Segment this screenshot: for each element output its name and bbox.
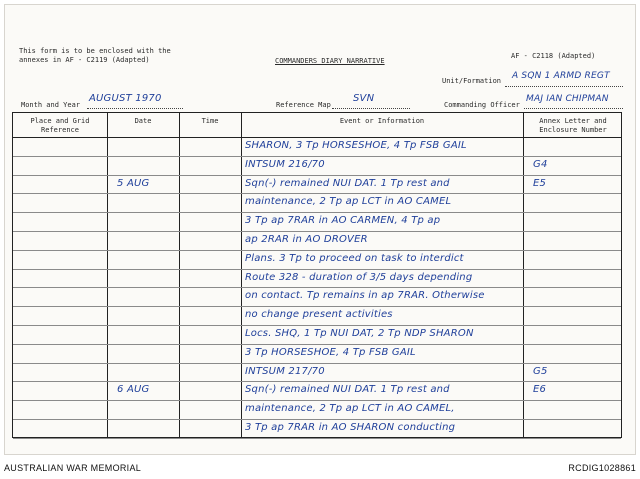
row-event: Sqn(-) remained NUI DAT. 1 Tp rest and xyxy=(245,384,450,396)
reference-map-label: Reference Map xyxy=(276,101,331,109)
column-divider xyxy=(179,113,180,437)
row-divider xyxy=(13,344,621,345)
row-divider xyxy=(13,400,621,401)
row-divider xyxy=(13,363,621,364)
row-event: 3 Tp HORSESHOE, 4 Tp FSB GAIL xyxy=(245,346,416,358)
commanding-officer-label: Commanding Officer xyxy=(444,101,520,109)
month-dotted-line xyxy=(87,108,183,109)
row-event: no change present activities xyxy=(245,309,393,321)
row-divider xyxy=(13,269,621,270)
row-event: Route 328 - duration of 3/5 days depending xyxy=(245,271,473,283)
row-event: 3 Tp ap 7RAR in AO CARMEN, 4 Tp ap xyxy=(245,215,441,227)
commanding-officer-value: MAJ IAN CHIPMAN xyxy=(526,94,609,104)
row-event: INTSUM 216/70 xyxy=(245,158,325,170)
row-event: on contact. Tp remains in ap 7RAR. Otherwise xyxy=(245,290,485,302)
row-event: maintenance, 2 Tp ap LCT in AO CAMEL, xyxy=(245,403,455,415)
row-event: Sqn(-) remained NUI DAT. 1 Tp rest and xyxy=(245,177,450,189)
row-date: 5 AUG xyxy=(117,177,150,189)
form-code: AF - C2118 (Adapted) xyxy=(511,52,596,60)
commanding-officer-dotted-line xyxy=(524,108,623,109)
row-divider xyxy=(13,212,621,213)
row-event: Locs. SHQ, 1 Tp NUI DAT, 2 Tp NDP SHARON xyxy=(245,328,474,339)
row-annex: G4 xyxy=(533,158,548,170)
row-divider xyxy=(13,193,621,194)
form-instructions xyxy=(19,47,171,65)
reference-map-value: SVN xyxy=(353,93,375,104)
row-event: ap 2RAR in AO DROVER xyxy=(245,234,368,245)
row-divider xyxy=(13,250,621,251)
column-divider xyxy=(523,113,524,437)
row-divider xyxy=(13,287,621,288)
row-divider xyxy=(13,419,621,420)
form-title: COMMANDERS DIARY NARRATIVE xyxy=(275,57,385,65)
unit-value: A SQN 1 ARMD REGT xyxy=(512,71,610,81)
row-annex: E6 xyxy=(533,384,547,396)
column-header-annex-line-2: Enclosure Number xyxy=(539,126,607,134)
unit-label: Unit/Formation xyxy=(442,77,502,85)
row-divider xyxy=(13,438,621,439)
month-label: Month and Year xyxy=(21,101,81,109)
unit-dotted-line xyxy=(505,86,623,87)
row-event: 3 Tp ap 7RAR in AO SHARON conducting xyxy=(245,422,456,433)
intro-line-1: This form is to be enclosed with the xyxy=(19,47,171,55)
archive-id: RCDIG1028861 xyxy=(568,463,636,473)
archive-source: AUSTRALIAN WAR MEMORIAL xyxy=(4,463,142,473)
column-header-annex xyxy=(523,117,623,135)
row-annex: G5 xyxy=(533,365,548,377)
row-event: Plans. 3 Tp to proceed on task to interdict xyxy=(245,252,464,264)
column-divider xyxy=(107,113,108,437)
row-divider xyxy=(13,381,621,382)
row-annex: E5 xyxy=(533,177,547,189)
row-date: 6 AUG xyxy=(117,384,150,396)
row-divider xyxy=(13,175,621,176)
row-event: SHARON, 3 Tp HORSESHOE, 4 Tp FSB GAIL xyxy=(245,140,467,151)
column-header-place xyxy=(13,117,107,135)
intro-line-2: annexes in AF - C2119 (Adapted) xyxy=(19,56,150,64)
column-header-date: Date xyxy=(134,117,152,125)
column-divider xyxy=(241,113,242,437)
column-header-annex-line-1: Annex Letter and xyxy=(539,117,607,125)
column-header-place-line-1: Place and Grid xyxy=(30,117,90,125)
row-divider xyxy=(13,156,621,157)
row-event: maintenance, 2 Tp ap LCT in AO CAMEL xyxy=(245,196,452,208)
column-header-event: Event or Information xyxy=(339,117,425,125)
row-divider xyxy=(13,306,621,307)
row-event: INTSUM 217/70 xyxy=(245,365,325,377)
reference-map-dotted-line xyxy=(332,108,410,109)
column-header-time: Time xyxy=(201,117,219,125)
row-divider xyxy=(13,325,621,326)
header-divider xyxy=(13,137,621,138)
row-divider xyxy=(13,231,621,232)
diary-table xyxy=(12,112,622,438)
month-value: AUGUST 1970 xyxy=(89,93,162,104)
column-header-place-line-2: Reference xyxy=(41,126,79,134)
